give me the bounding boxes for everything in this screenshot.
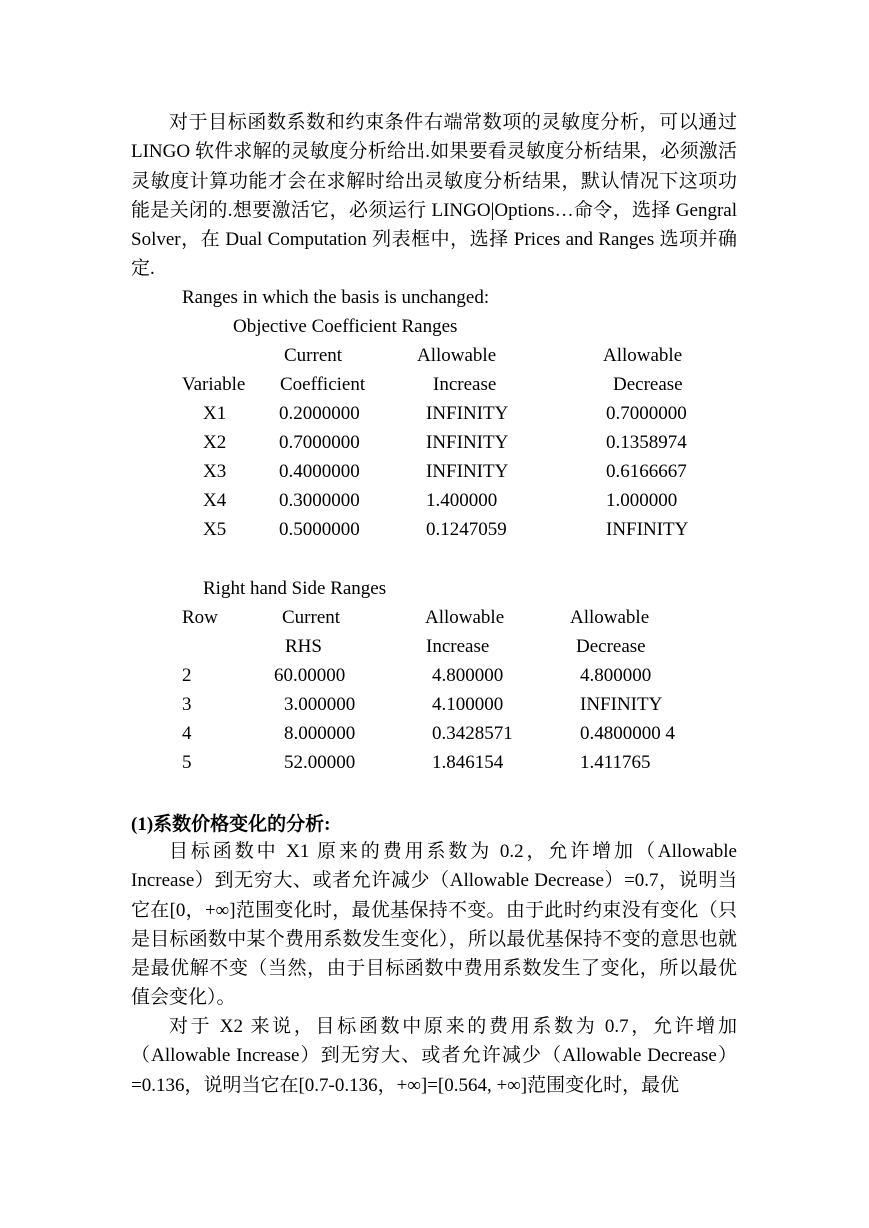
rhs-row-index: 2 (182, 665, 192, 686)
rhs-header-current: Current (282, 607, 341, 628)
rhs-header-increase: Increase (426, 636, 490, 657)
rhs-row-decrease: 0.4800000 4 (580, 723, 675, 744)
ranges-title: Ranges in which the basis is unchanged: (182, 287, 490, 308)
obj-header-coefficient: Coefficient (280, 374, 366, 395)
intro-paragraph: 对于目标函数系数和约束条件右端常数项的灵敏度分析，可以通过 LINGO 软件求解的灵敏度分析给出.如果要看灵敏度分析结果，必须激活灵敏度计算功能才会在求解时给出灵敏度分析结果，默认情况下这项功能是关闭的.想要激活它，必须运行 LINGO|Options…命令，选择 Gengral Solver，在 Dual Computation 列表框中，选择 Prices and Ranges 选项并确定. (131, 112, 737, 280)
rhs-header-row: Row (182, 607, 218, 628)
obj-row-coefficient: 0.2000000 (279, 403, 360, 424)
rhs-row-current: 52.00000 (284, 752, 356, 773)
obj-row-coefficient: 0.3000000 (279, 490, 360, 511)
obj-row-coefficient: 0.7000000 (279, 432, 360, 453)
obj-row-increase: 1.400000 (426, 490, 498, 511)
section-heading: (1)系数价格变化的分析: (131, 814, 331, 835)
rhs-header-rhs: RHS (285, 636, 322, 657)
rhs-ranges-title: Right hand Side Ranges (203, 578, 387, 599)
obj-row-coefficient: 0.5000000 (279, 519, 360, 540)
rhs-row-current: 3.000000 (284, 694, 356, 715)
rhs-row-increase: 4.100000 (432, 694, 504, 715)
obj-row-decrease: 1.000000 (606, 490, 678, 511)
obj-row-increase: INFINITY (426, 403, 509, 424)
obj-row-decrease: 0.1358974 (606, 432, 687, 453)
obj-header-increase: Increase (433, 374, 497, 395)
obj-row-variable: X2 (203, 432, 227, 453)
rhs-row-current: 60.00000 (274, 665, 346, 686)
x1-analysis-paragraph: 目标函数中 X1 原来的费用系数为 0.2，允许增加（Allowable Increase）到无穷大、或者允许减少（Allowable Decrease）=0.7，说明当它在[0，+∞]范围变化时，最优基保持不变。由于此时约束没有变化（只是目标函数中某个费用系数发生变化），所以最优基保持不变的意思也就是最优解不变（当然，由于目标函数中费用系数发生了变化，所以最优值会变化）。 (131, 841, 737, 1009)
objective-ranges-title: Objective Coefficient Ranges (233, 316, 458, 337)
obj-row-decrease: INFINITY (606, 519, 689, 540)
obj-row-variable: X1 (203, 403, 227, 424)
obj-row-decrease: 0.6166667 (606, 461, 687, 482)
obj-row-increase: INFINITY (426, 461, 509, 482)
obj-header-allowable-inc: Allowable (417, 345, 497, 366)
rhs-header-decrease: Decrease (576, 636, 646, 657)
rhs-row-increase: 0.3428571 (432, 723, 513, 744)
rhs-row-increase: 1.846154 (432, 752, 504, 773)
rhs-row-index: 3 (182, 694, 192, 715)
rhs-header-allowable-dec: Allowable (570, 607, 650, 628)
obj-header-allowable-dec: Allowable (603, 345, 683, 366)
obj-header-variable: Variable (182, 374, 246, 395)
rhs-row-decrease: 1.411765 (580, 752, 651, 773)
obj-row-variable: X4 (203, 490, 227, 511)
obj-header-decrease: Decrease (613, 374, 683, 395)
obj-header-current: Current (284, 345, 343, 366)
obj-row-variable: X3 (203, 461, 227, 482)
obj-row-variable: X5 (203, 519, 227, 540)
rhs-row-increase: 4.800000 (432, 665, 504, 686)
obj-row-increase: 0.1247059 (426, 519, 507, 540)
rhs-row-decrease: 4.800000 (580, 665, 652, 686)
rhs-header-allowable-inc: Allowable (425, 607, 505, 628)
rhs-row-index: 5 (182, 752, 192, 773)
rhs-row-index: 4 (182, 723, 192, 744)
rhs-row-decrease: INFINITY (580, 694, 663, 715)
x2-analysis-paragraph: 对于 X2 来说，目标函数中原来的费用系数为 0.7，允许增加（Allowable Increase）到无穷大、或者允许减少（Allowable Decrease）=0.136，说明当它在[0.7-0.136，+∞]=[0.564, +∞]范围变化时，最优 (131, 1016, 737, 1096)
obj-row-increase: INFINITY (426, 432, 509, 453)
rhs-row-current: 8.000000 (284, 723, 356, 744)
obj-row-decrease: 0.7000000 (606, 403, 687, 424)
obj-row-coefficient: 0.4000000 (279, 461, 360, 482)
